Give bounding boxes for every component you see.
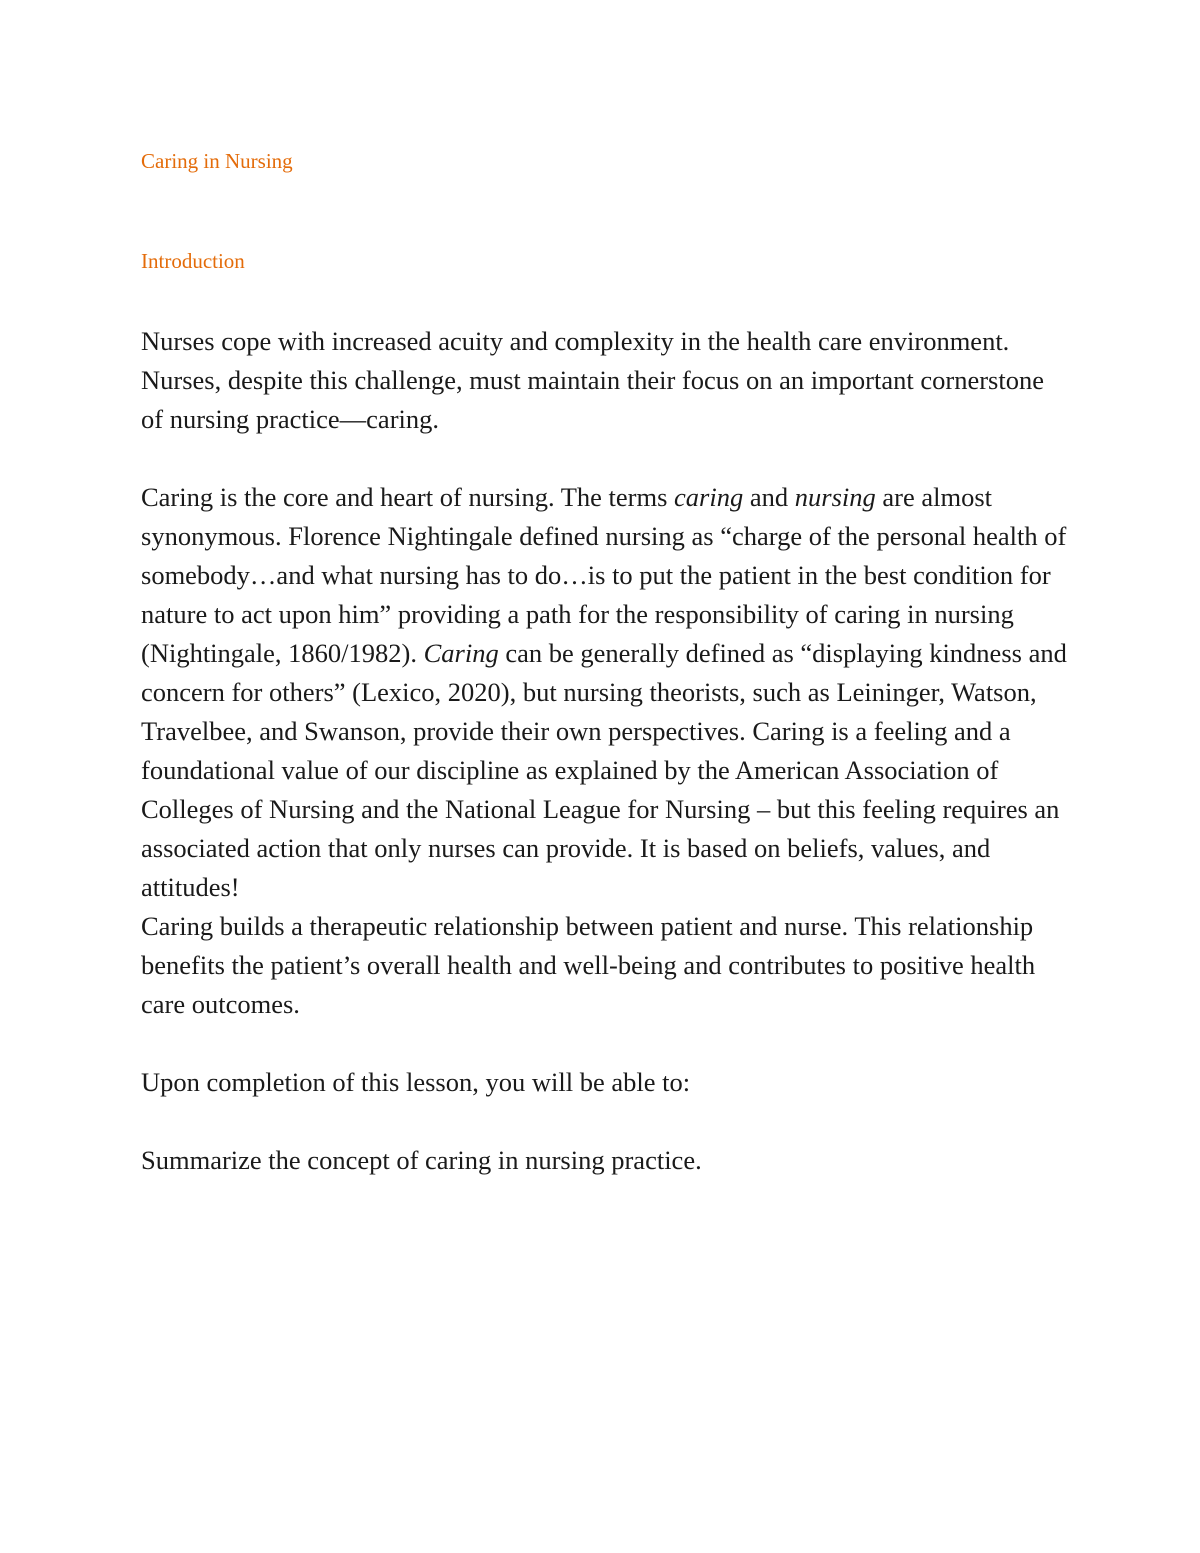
document-title: Caring in Nursing bbox=[141, 149, 293, 173]
paragraph-objectives-intro: Upon completion of this lesson, you will be able to: bbox=[141, 1067, 691, 1097]
paragraph-caring-definition bbox=[141, 478, 1071, 907]
italic-term: nursing bbox=[794, 482, 876, 512]
paragraph-text: are almost synonymous. Florence Nightingale defined nursing as “charge of the personal health of somebody…and what nursing has to do…is to put the patient in the best condition for nature to act upon him” providing a path for the responsibility of caring in nursing (Nightingale, 1860/1982). bbox=[141, 482, 1067, 668]
document-content bbox=[141, 146, 1071, 1180]
paragraph-intro: Nurses cope with increased acuity and complexity in the health care environment. Nurses, despite this challenge, must maintain their focus on an important cornerstone of nursing practice—caring. bbox=[141, 326, 1044, 434]
italic-term: Caring bbox=[423, 638, 499, 668]
paragraph-therapeutic-relationship: Caring builds a therapeutic relationship between patient and nurse. This relationship benefits the patient’s overall health and well-being and contributes to positive health care outcomes. bbox=[141, 911, 1036, 1019]
paragraph-text: Caring is the core and heart of nursing. The terms bbox=[141, 482, 675, 512]
section-heading: Introduction bbox=[141, 249, 245, 273]
paragraph-text: can be generally defined as “displaying kindness and concern for others” (Lexico, 2020), but nursing theorists, such as Leininger, Watson, Travelbee, and Swanson, provide their own perspectives. Caring is a feeling and a foundational value of our discipline as explained by the American Association of Colleges of Nursing and the National League for Nursing – but this feeling requires an associated action that only nurses can provide. It is based on beliefs, values, and attitudes! bbox=[141, 638, 1067, 902]
italic-term: caring bbox=[674, 482, 744, 512]
paragraph-text: and bbox=[743, 482, 795, 512]
paragraph-objective: Summarize the concept of caring in nursing practice. bbox=[141, 1145, 702, 1175]
